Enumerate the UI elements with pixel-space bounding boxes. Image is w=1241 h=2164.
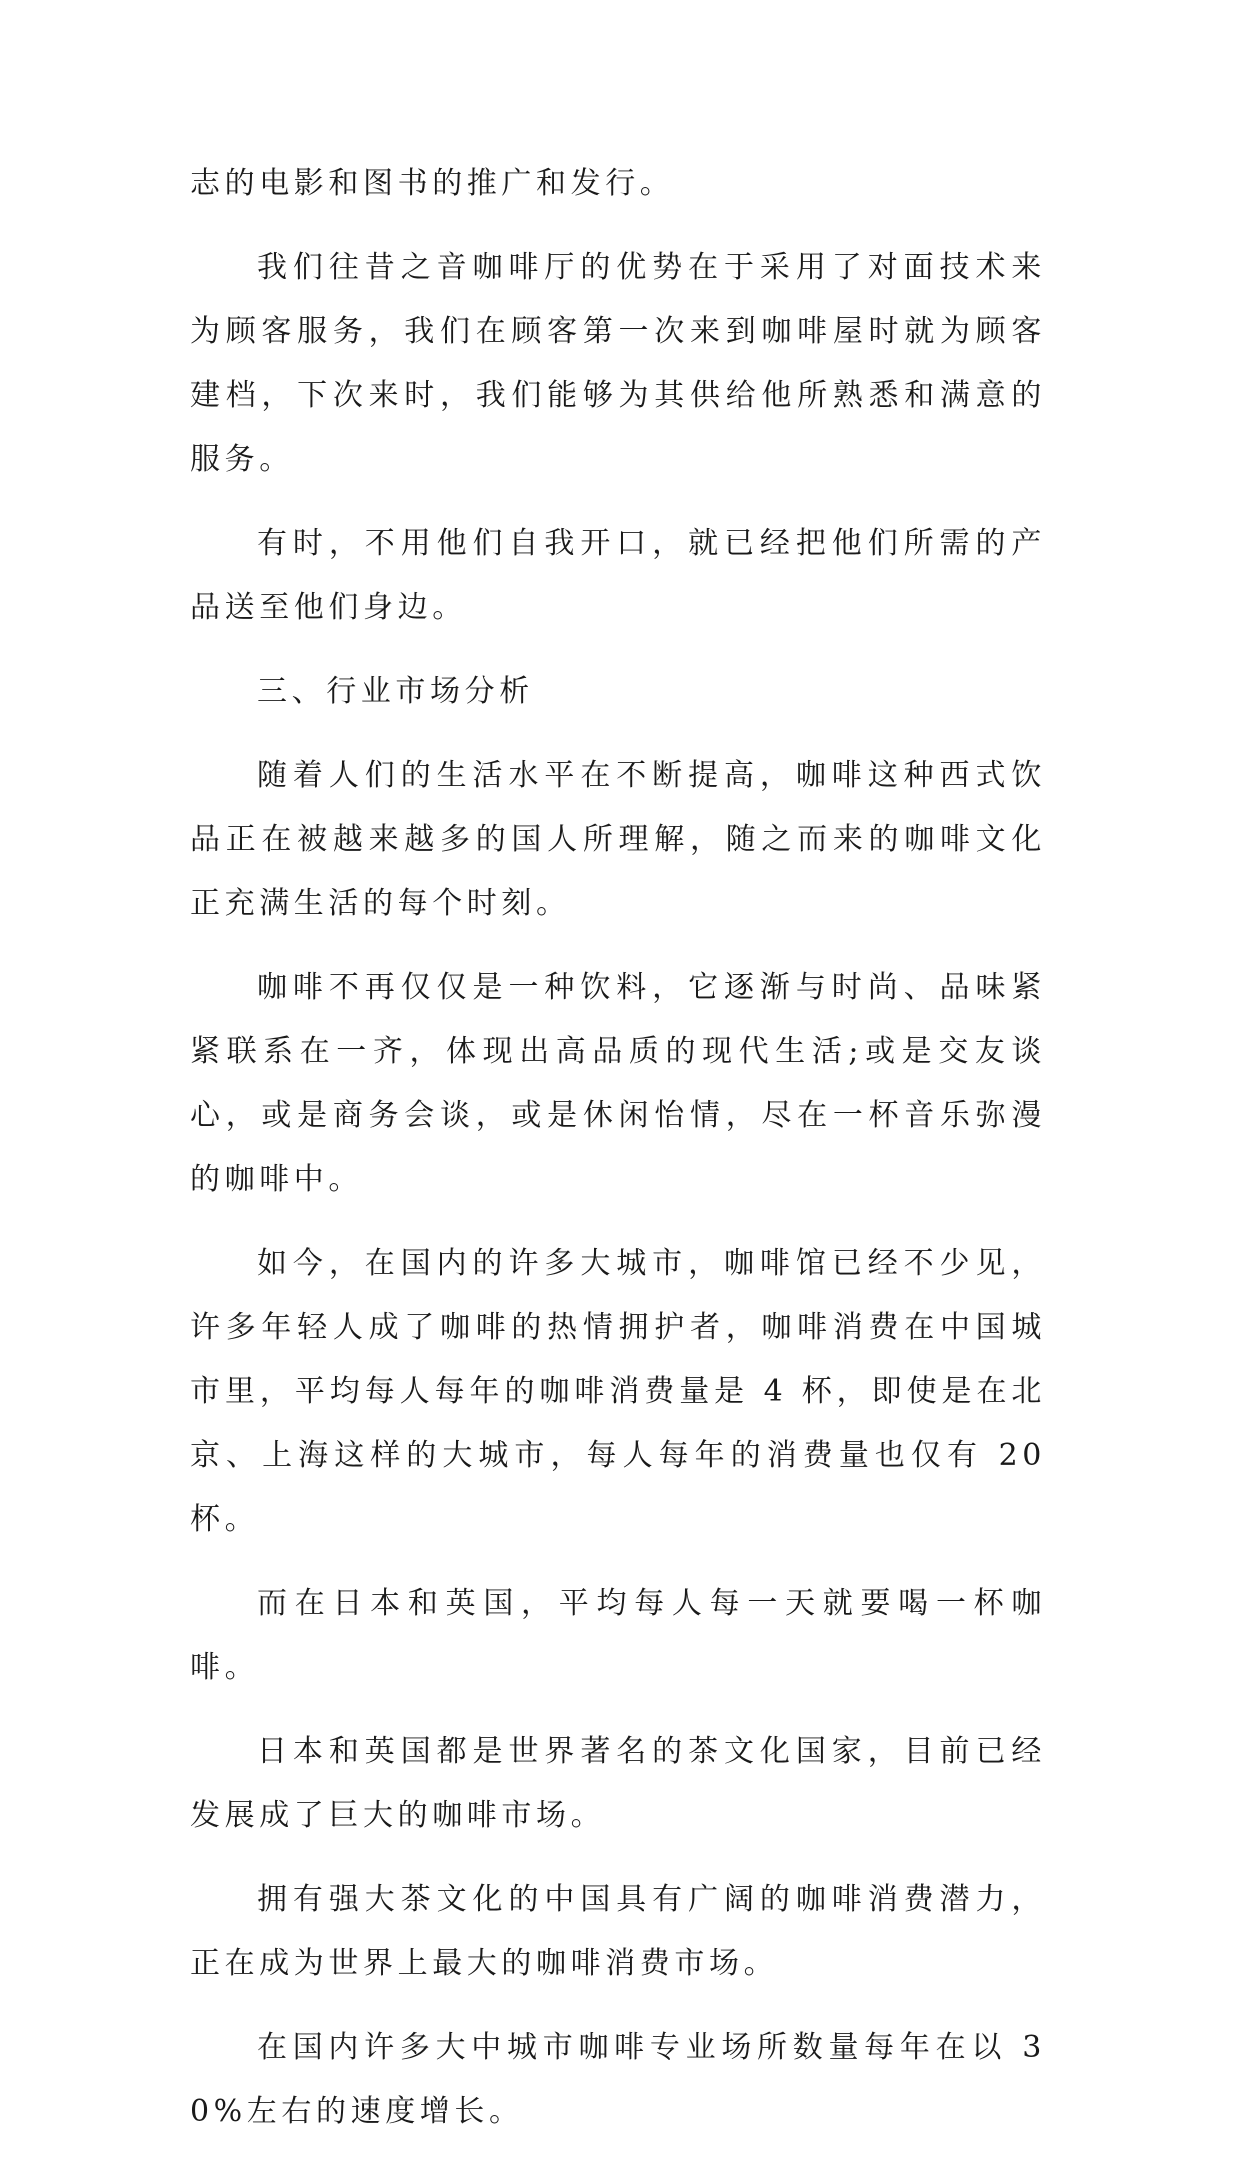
- paragraph-living-standard: 随着人们的生活水平在不断提高，咖啡这种西式饮品正在被越来越多的国人所理解，随之而来的咖啡文化正充满生活的每个时刻。: [190, 758, 1046, 921]
- paragraph-consumption-stats: 如今，在国内的许多大城市，咖啡馆已经不少见，许多年轻人成了咖啡的热情拥护者，咖啡消费在中国城市里，平均每人每年的咖啡消费量是 4 杯，即使是在北京、上海这样的大城市，每人每年的消费量也仅有 20 杯。: [190, 1246, 1046, 1537]
- paragraph-china-potential: 拥有强大茶文化的中国具有广阔的咖啡消费潜力，正在成为世界上最大的咖啡消费市场。: [190, 1882, 1046, 1981]
- body-text: [190, 152, 1046, 2164]
- paragraph-japan-uk: 而在日本和英国，平均每人每一天就要喝一杯咖啡。: [190, 1586, 1046, 1685]
- paragraph-service: 有时，不用他们自我开口，就已经把他们所需的产品送至他们身边。: [190, 526, 1046, 625]
- section-heading: 三、行业市场分析: [257, 674, 534, 709]
- paragraph-tea-culture: 日本和英国都是世界著名的茶文化国家，目前已经发展成了巨大的咖啡市场。: [190, 1734, 1046, 1833]
- paragraph-continuation: 志的电影和图书的推广和发行。: [190, 166, 675, 201]
- paragraph-advantage: 我们往昔之音咖啡厅的优势在于采用了对面技术来为顾客服务，我们在顾客第一次来到咖啡屋时就为顾客建档，下次来时，我们能够为其供给他所熟悉和满意的服务。: [190, 250, 1046, 477]
- paragraph-coffee-lifestyle: 咖啡不再仅仅是一种饮料，它逐渐与时尚、品味紧紧联系在一齐，体现出高品质的现代生活;或是交友谈心，或是商务会谈，或是休闲怡情，尽在一杯音乐弥漫的咖啡中。: [190, 970, 1046, 1197]
- paragraph-growth-rate: 在国内许多大中城市咖啡专业场所数量每年在以 30%左右的速度增长。: [190, 2030, 1046, 2129]
